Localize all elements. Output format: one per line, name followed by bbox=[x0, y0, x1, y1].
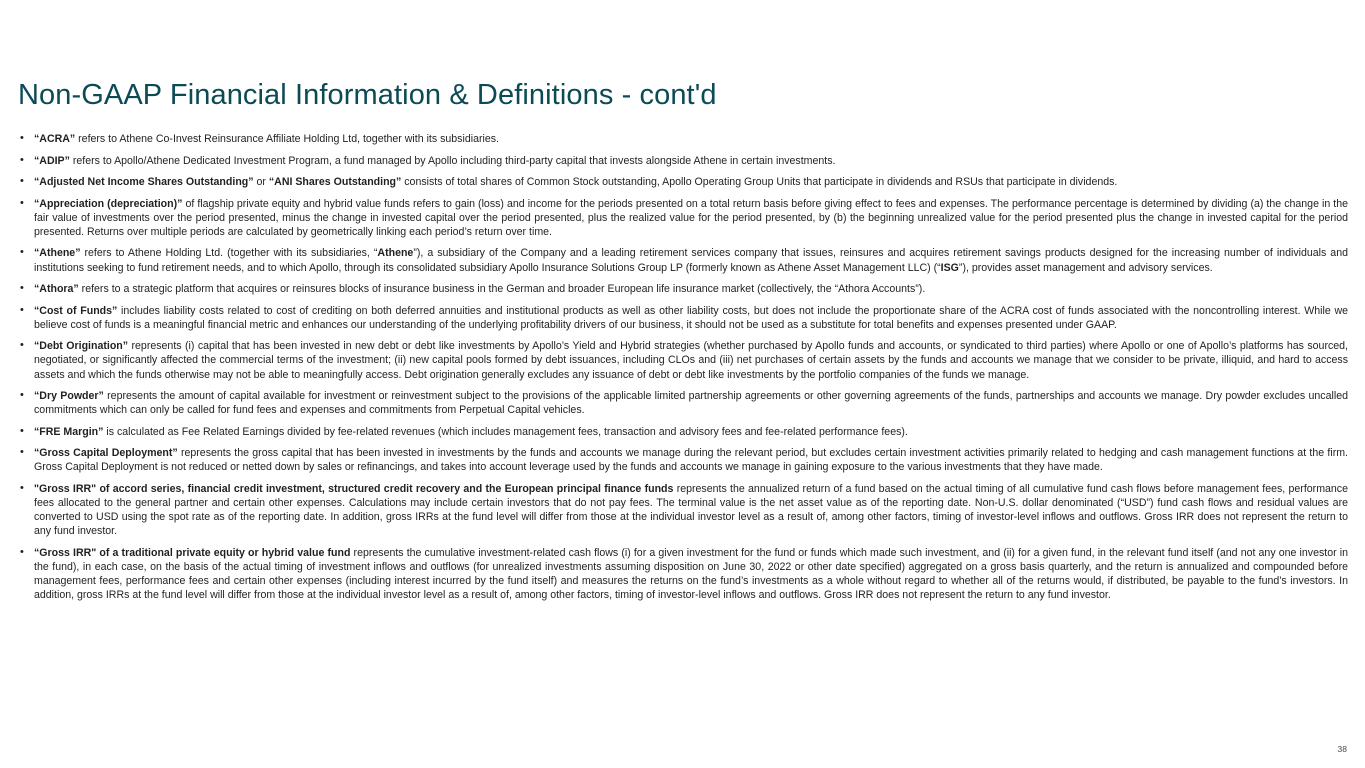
list-item: • “Gross Capital Deployment” represents the gross capital that has been invested in investments by the funds and accounts we manage during the relevant period, but excludes certain investment activities primarily related to hedging and cash management functions at the firm. Gross Capital Deployment is not reduced or netted down by sales or refinancings, and takes into account leverage used by the funds and accounts we manage in gaining exposure to the various investments that they have made. bbox=[18, 446, 1348, 474]
list-item: • “Adjusted Net Income Shares Outstanding” or “ANI Shares Outstanding” consists of total shares of Common Stock outstanding, Apollo Operating Group Units that participate in dividends and RSUs that participate in dividends. bbox=[18, 175, 1348, 189]
list-item: • “Debt Origination” represents (i) capital that has been invested in new debt or debt like investments by Apollo’s Yield and Hybrid strategies (whether purchased by Apollo funds and accounts, or syndicated to third parties) where Apollo or one of Apollo’s platforms has sourced, negotiated, or significantly affected the commercial terms of the investment; (ii) new capital pools formed by debt issuances, including CLOs and (iii) net purchases of certain assets by the funds and accounts we manage that we consider to be private, illiquid, and hard to access assets and which the funds otherwise may not be able to meaningfully access. Debt origination generally excludes any issuance of debt or debt like investments by the portfolio companies of the funds we manage. bbox=[18, 339, 1348, 381]
list-item: • “Dry Powder” represents the amount of capital available for investment or reinvestment subject to the provisions of the applicable limited partnership agreements or other governing agreements of the funds, partnerships and accounts we manage. Dry powder excludes uncalled commitments which can only be called for fund fees and expenses and commitments from Perpetual Capital vehicles. bbox=[18, 389, 1348, 417]
list-item: • “Appreciation (depreciation)” of flagship private equity and hybrid value funds refers to gain (loss) and income for the periods presented on a total return basis before giving effect to fees and expenses. The performance percentage is determined by dividing (a) the change in the fair value of investments over the period presented, minus the change in invested capital over the period presented, plus the realized value for the period presented, by (b) the beginning unrealized value for the period presented plus the change in invested capital for the period presented. Returns over multiple periods are calculated by geometrically linking each period’s return over time. bbox=[18, 197, 1348, 239]
list-item: • “ADIP” refers to Apollo/Athene Dedicated Investment Program, a fund managed by Apollo including third-party capital that invests alongside Athene in certain investments. bbox=[18, 154, 1348, 168]
list-item: • “Cost of Funds” includes liability costs related to cost of crediting on both deferred annuities and institutional products as well as other liability costs, but does not include the proportionate share of the ACRA cost of funds associated with the noncontrolling interest. While we believe cost of funds is a meaningful financial metric and enhances our understanding of the underlying profitability drivers of our business, it should not be used as a substitute for total benefits and expenses presented under GAAP. bbox=[18, 304, 1348, 332]
page-number: 38 bbox=[1337, 744, 1347, 754]
page-title: Non-GAAP Financial Information & Definitions - cont'd bbox=[18, 79, 717, 112]
list-item: • “Gross IRR" of a traditional private equity or hybrid value fund represents the cumulative investment-related cash flows (i) for a given investment for the fund or funds which made such investment, and (ii) for a given fund, in the relevant fund itself (and not any one investor in the fund), in each case, on the basis of the actual timing of investment inflows and outflows (for unrealized investments assuming disposition on June 30, 2022 or other date specified) aggregated on a gross basis quarterly, and the return is annualized and compounded before management fees, performance fees and certain other expenses (including interest incurred by the fund itself) and measures the returns on the fund’s investments as a whole without regard to whether all of the returns would, if distributed, be payable to the fund’s investors. In addition, gross IRRs at the fund level will differ from those at the individual investor level as a result of, among other factors, timing of investor-level inflows and outflows. Gross IRR does not represent the return to any fund investor. bbox=[18, 546, 1348, 602]
list-item: • “ACRA” refers to Athene Co-Invest Reinsurance Affiliate Holding Ltd, together with its subsidiaries. bbox=[18, 132, 1348, 146]
list-item: • “Athene” refers to Athene Holding Ltd. (together with its subsidiaries, “Athene”), a subsidiary of the Company and a leading retirement services company that issues, reinsures and acquires retirement savings products designed for the increasing number of individuals and institutions seeking to fund retirement needs, and to which Apollo, through its consolidated subsidiary Apollo Insurance Solutions Group LP (formerly known as Athene Asset Management LLC) (“ISG”), provides asset management and advisory services. bbox=[18, 246, 1348, 274]
definitions-list bbox=[18, 132, 1348, 602]
list-item: • “FRE Margin” is calculated as Fee Related Earnings divided by fee-related revenues (which includes management fees, transaction and advisory fees and fee-related performance fees). bbox=[18, 425, 1348, 439]
list-item: • “Athora” refers to a strategic platform that acquires or reinsures blocks of insurance business in the German and broader European life insurance market (collectively, the “Athora Accounts”). bbox=[18, 282, 1348, 296]
definitions-content bbox=[18, 132, 1348, 610]
list-item: • "Gross IRR" of accord series, financial credit investment, structured credit recovery and the European principal finance funds represents the annualized return of a fund based on the actual timing of all cumulative fund cash flows before management fees, performance fees allocated to the general partner and certain other expenses. Calculations may include certain investors that do not pay fees. The terminal value is the net asset value as of the reporting date. Non-U.S. dollar denominated (“USD”) fund cash flows and residual values are converted to USD using the spot rate as of the reporting date. In addition, gross IRRs at the fund level will differ from those at the individual investor level as a result of, among other factors, timing of investor-level inflows and outflows. Gross IRR does not represent the return to any fund investor. bbox=[18, 482, 1348, 538]
